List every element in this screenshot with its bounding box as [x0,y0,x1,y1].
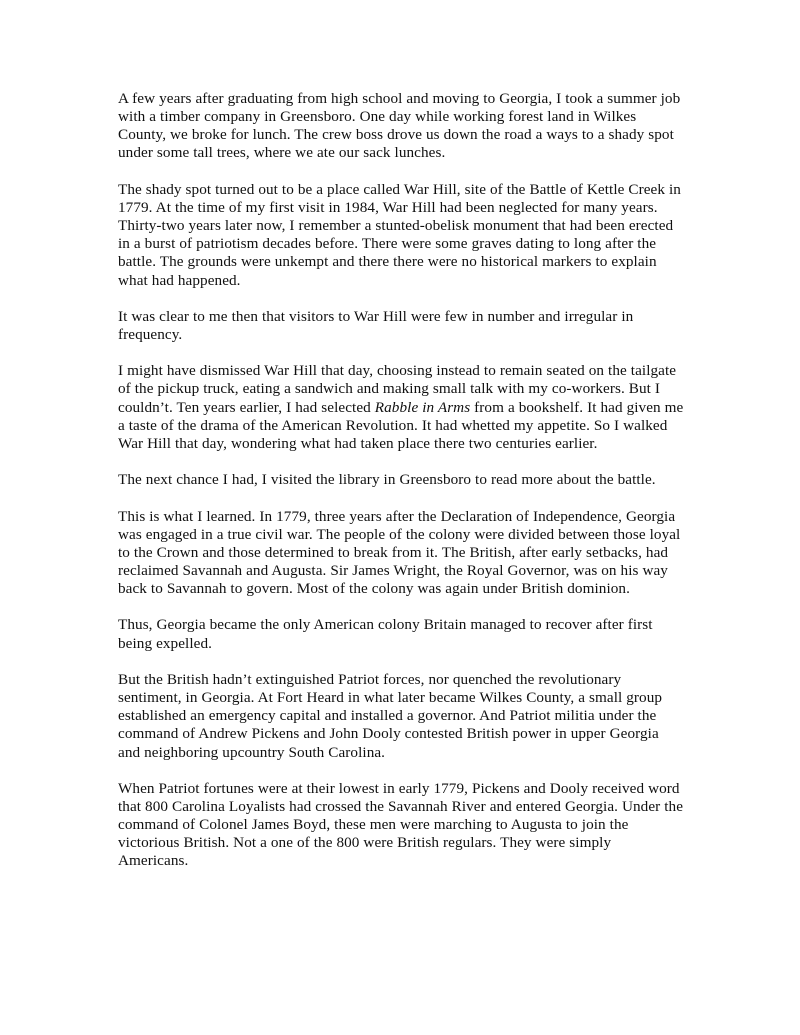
paragraph-5: The next chance I had, I visited the library in Greensboro to read more about the battle. [118,471,656,489]
paragraph-4-segment-3: from a bookshelf. It had given me a taste of the drama of the American Revolution. It had whetted my appetite. So I walked War Hill that day, wondering what had taken place there two centuries earlier. [118,398,684,452]
paragraph-8: But the British hadn’t extinguished Patriot forces, nor quenched the revolutionary sentiment, in Georgia. At Fort Heard in what later became Wilkes County, a small group established an emergency capital and installed a governor. And Patriot militia under the command of Andrew Pickens and John Dooly contested British power in upper Georgia and neighboring upcountry South Carolina. [118,670,663,761]
paragraph-2: The shady spot turned out to be a place called War Hill, site of the Battle of Kettle Creek in 1779. At the time of my first visit in 1984, War Hill had been neglected for many years. Thirty-two years later now, I remember a stunted-obelisk monument that had been erected in a burst of patriotism decades before. There were some graves dating to long after the battle. The grounds were unkempt and there there were no historical markers to explain what had happened. [118,180,681,289]
book-title-rabble-in-arms: Rabble in Arms [374,398,471,416]
paragraph-4 [118,362,684,453]
paragraph-4-segment-1: I might have dismissed War Hill that day, choosing instead to remain seated on the tailgate of the pickup truck, eating a sandwich and making small talk with my co-workers. But I couldn’t. Ten years earlier, I had selected [118,362,677,416]
paragraph-3: It was clear to me then that visitors to War Hill were few in number and irregular in frequency. [118,307,634,343]
paragraph-9: When Patriot fortunes were at their lowest in early 1779, Pickens and Dooly received word that 800 Carolina Loyalists had crossed the Savannah River and entered Georgia. Under the command of Colonel James Boyd, these men were marching to Augusta to join the victorious British. Not a one of the 800 were British regulars. They were simply Americans. [118,779,684,870]
paragraph-6: This is what I learned. In 1779, three years after the Declaration of Independence, Georgia was engaged in a true civil war. The people of the colony were divided between those loyal to the Crown and those determined to break from it. The British, after early setbacks, had reclaimed Savannah and Augusta. Sir James Wright, the Royal Governor, was on his way back to Savannah to govern. Most of the colony was again under British dominion. [118,507,681,598]
paragraph-7: Thus, Georgia became the only American colony Britain managed to recover after first being expelled. [118,616,653,652]
paragraph-1: A few years after graduating from high school and moving to Georgia, I took a summer job with a timber company in Greensboro. One day while working forest land in Wilkes County, we broke for lunch. The crew boss drove us down the road a ways to a shady spot under some tall trees, where we ate our sack lunches. [118,90,681,162]
body-text-column [118,90,684,871]
